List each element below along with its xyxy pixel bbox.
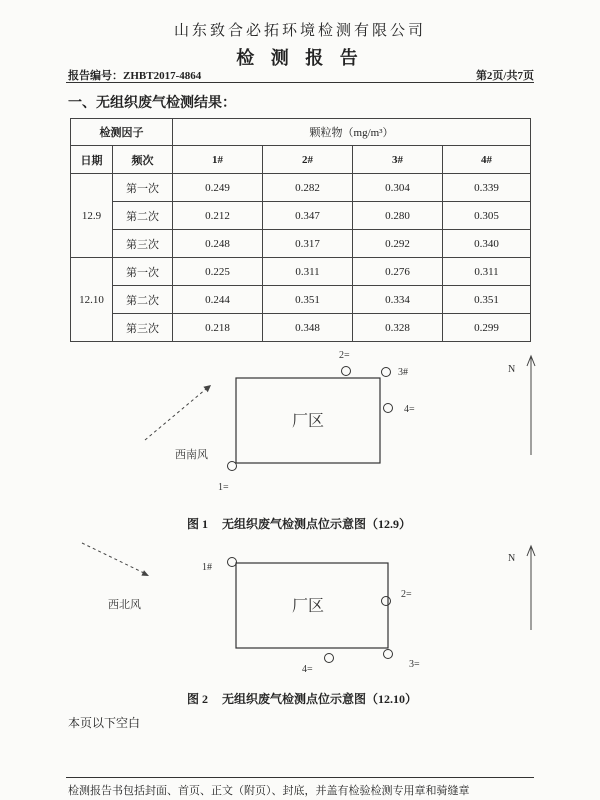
value-cell: 0.212 [173,202,263,230]
date-cell: 12.10 [71,258,113,342]
monitoring-point-1-label: 1= [218,482,229,493]
header-divider [66,82,534,83]
frequency-cell: 第二次 [113,202,173,230]
table-row [71,174,531,202]
north-label: N [508,364,516,375]
wind-direction-label: 西南风 [175,449,208,461]
footer-divider [66,777,534,778]
monitoring-point-4-marker [325,654,334,663]
pollutant-header: 颗粒物（mg/m³） [173,119,531,146]
document-title: 检 测 报 告 [236,48,364,68]
monitoring-point-3-marker [382,368,391,377]
figure-2-title: 无组织废气检测点位示意图（12.10） [222,692,418,706]
figure-1-title: 无组织废气检测点位示意图（12.9） [222,517,412,531]
figure-2-diagram [0,535,600,685]
wind-direction-arrow-icon [145,385,211,440]
value-cell: 0.225 [173,258,263,286]
value-cell: 0.348 [263,314,353,342]
report-number: 报告编号：ZHBT2017-4864 [68,70,202,82]
figure-2-number: 图 2 [187,692,209,706]
wind-direction-arrow-icon [82,543,149,576]
results-body [71,174,531,342]
table-row [71,286,531,314]
point-1-header: 1# [173,146,263,174]
table-row [71,258,531,286]
factor-header: 检测因子 [71,119,173,146]
company-name: 山东致合必拓环境检测有限公司 [173,23,426,39]
frequency-header: 频次 [113,146,173,174]
value-cell: 0.347 [263,202,353,230]
table-row [71,230,531,258]
monitoring-point-3-label: 3# [398,367,408,378]
value-cell: 0.311 [263,258,353,286]
value-cell: 0.334 [353,286,443,314]
figure-1-caption [187,515,411,532]
value-cell: 0.244 [173,286,263,314]
date-cell: 12.9 [71,174,113,258]
results-table [70,118,531,342]
figure-2-caption [187,690,417,707]
section-title: 一、无组织废气检测结果： [68,96,236,111]
wind-direction-label: 西北风 [108,599,141,611]
table-subheader-row [71,146,531,174]
value-cell: 0.282 [263,174,353,202]
monitoring-point-1-label: 1# [202,562,212,573]
value-cell: 0.305 [443,202,531,230]
value-cell: 0.340 [443,230,531,258]
north-arrow-icon [527,546,535,630]
monitoring-point-2-marker [382,597,391,606]
plant-area-label: 厂区 [291,598,325,615]
point-3-header: 3# [353,146,443,174]
plant-area-label: 厂区 [291,413,325,430]
monitoring-point-2-label: 2= [401,589,412,600]
value-cell: 0.218 [173,314,263,342]
value-cell: 0.280 [353,202,443,230]
table-header-row [71,119,531,146]
figure-1-diagram [0,345,600,505]
value-cell: 0.248 [173,230,263,258]
monitoring-point-3-marker [384,650,393,659]
monitoring-point-4-label: 4= [302,664,313,675]
figure-1-number: 图 1 [187,517,209,531]
monitoring-point-4-label: 4= [404,404,415,415]
value-cell: 0.292 [353,230,443,258]
monitoring-point-1-marker [228,462,237,471]
monitoring-point-3-label: 3= [409,659,420,670]
table-row [71,202,531,230]
value-cell: 0.249 [173,174,263,202]
table-row [71,314,531,342]
date-header: 日期 [71,146,113,174]
value-cell: 0.304 [353,174,443,202]
value-cell: 0.317 [263,230,353,258]
frequency-cell: 第一次 [113,174,173,202]
monitoring-point-2-label: 2= [339,350,350,361]
value-cell: 0.311 [443,258,531,286]
frequency-cell: 第一次 [113,258,173,286]
frequency-cell: 第三次 [113,314,173,342]
value-cell: 0.351 [263,286,353,314]
monitoring-point-4-marker [384,404,393,413]
north-label: N [508,553,516,564]
blank-page-note: 本页以下空白 [68,716,141,730]
value-cell: 0.299 [443,314,531,342]
point-4-header: 4# [443,146,531,174]
monitoring-point-1-marker [228,558,237,567]
frequency-cell: 第二次 [113,286,173,314]
point-2-header: 2# [263,146,353,174]
monitoring-point-2-marker [342,367,351,376]
value-cell: 0.339 [443,174,531,202]
north-arrow-icon [527,356,535,455]
value-cell: 0.351 [443,286,531,314]
page-indicator: 第2页/共7页 [475,70,534,82]
footer-note: 检测报告书包括封面、首页、正文（附页）、封底，并盖有检验检测专用章和骑缝章 [68,785,470,797]
frequency-cell: 第三次 [113,230,173,258]
value-cell: 0.276 [353,258,443,286]
value-cell: 0.328 [353,314,443,342]
